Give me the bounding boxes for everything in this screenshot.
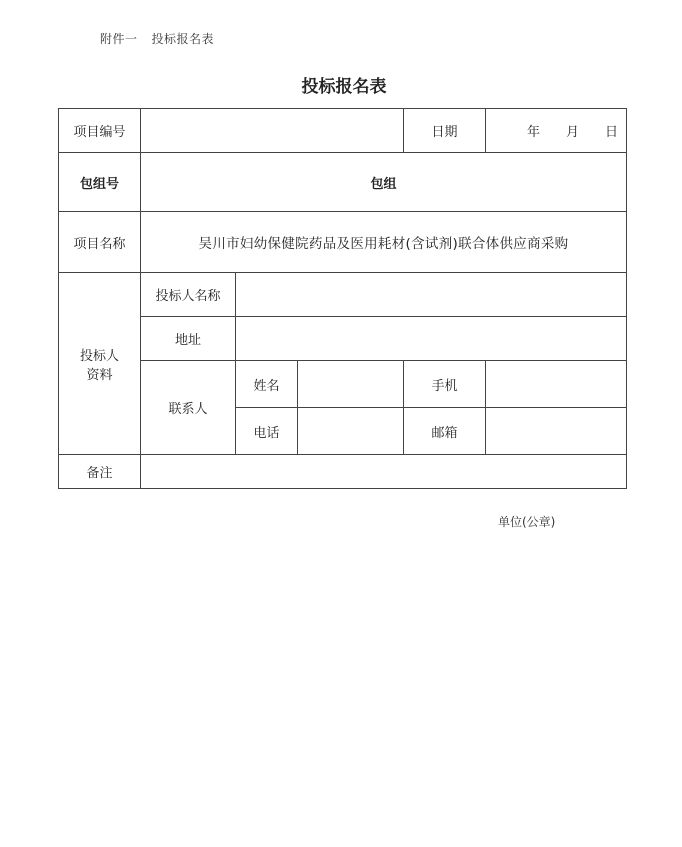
- address-field[interactable]: [236, 317, 627, 361]
- date-day: 日: [605, 125, 619, 140]
- package-value: 包组: [141, 153, 627, 212]
- remarks-field[interactable]: [141, 455, 627, 489]
- bidder-info-label-line1: 投标人: [79, 348, 119, 364]
- project-name-value: 吴川市妇幼保健院药品及医用耗材(含试剂)联合体供应商采购: [141, 212, 627, 273]
- bidder-info-label-line2: 资料: [86, 367, 113, 383]
- row-project-name: [59, 212, 627, 273]
- date-field[interactable]: [486, 109, 627, 153]
- bidder-name-label: 投标人名称: [141, 273, 236, 317]
- project-number-field[interactable]: [141, 109, 404, 153]
- email-label: 邮箱: [404, 408, 486, 455]
- page-title: 投标报名表: [301, 77, 387, 97]
- name-field[interactable]: [298, 361, 404, 408]
- attachment-title: 投标报名表: [151, 32, 215, 46]
- project-name-label: 项目名称: [59, 212, 141, 273]
- name-label: 姓名: [236, 361, 298, 408]
- project-number-label: 项目编号: [59, 109, 141, 153]
- row-bidder-name: [59, 273, 627, 317]
- company-seal-label: 单位(公章): [498, 515, 556, 529]
- date-year: 年: [526, 125, 540, 140]
- row-address: [59, 317, 627, 361]
- date-label: 日期: [404, 109, 486, 153]
- email-field[interactable]: [486, 408, 627, 455]
- row-package: [59, 153, 627, 212]
- phone-label: 电话: [236, 408, 298, 455]
- attachment-number: 附件一: [100, 32, 138, 46]
- remarks-label: 备注: [59, 455, 141, 489]
- package-label: 包组号: [59, 153, 141, 212]
- row-project-number: [59, 109, 627, 153]
- address-label: 地址: [141, 317, 236, 361]
- row-remarks: [59, 455, 627, 489]
- phone-field[interactable]: [298, 408, 404, 455]
- mobile-label: 手机: [404, 361, 486, 408]
- bidder-info-label: [59, 273, 141, 455]
- date-month: 月: [565, 125, 579, 140]
- attachment-header: [100, 30, 214, 47]
- bidder-name-field[interactable]: [236, 273, 627, 317]
- contact-label: 联系人: [141, 361, 236, 455]
- mobile-field[interactable]: [486, 361, 627, 408]
- registration-form-table: [58, 108, 627, 489]
- row-contact-name: [59, 361, 627, 408]
